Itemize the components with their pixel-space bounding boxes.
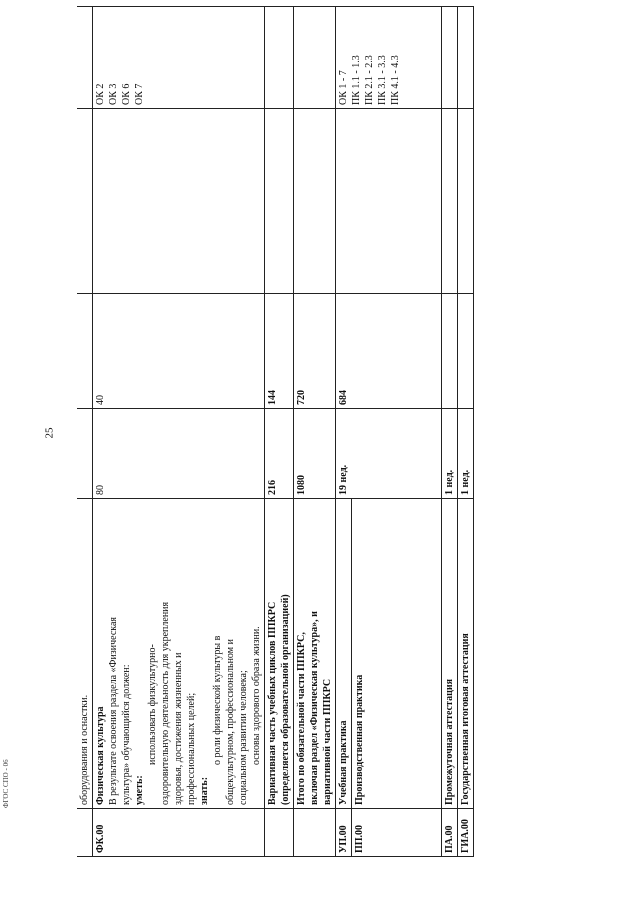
can-label: уметь: xyxy=(134,775,145,805)
desc-line: основы здорового образа жизни. xyxy=(251,626,262,765)
row-code: ФК.00 xyxy=(93,809,265,857)
desc-line: здоровья, достижения жизненных и xyxy=(173,652,184,805)
competency: ПК 1.1 - 1.3 xyxy=(351,55,362,105)
competency: ОК 7 xyxy=(134,83,145,105)
competency: ОК 3 xyxy=(108,83,119,105)
table-row-up xyxy=(336,7,352,857)
table-row xyxy=(77,7,93,857)
row-title: Производственная практика xyxy=(352,499,442,809)
row-code: ПА.00 xyxy=(442,809,458,857)
curriculum-table-sheet xyxy=(77,7,471,857)
duration: 1 нед. xyxy=(458,409,474,499)
competencies xyxy=(336,7,442,109)
desc-line: общекультурном, профессиональном и xyxy=(225,639,236,805)
row-title: Вариативная часть учебных циклов ППКРС xyxy=(267,601,278,805)
max-load: 1080 xyxy=(294,409,336,499)
desc-line: Итого по обязательной части ППКРС, xyxy=(296,632,307,805)
competency: ОК 6 xyxy=(121,83,132,105)
desc-line: социальном развитии человека; xyxy=(238,670,249,805)
row-description xyxy=(265,499,294,809)
row-code: ГИА.00 xyxy=(458,809,474,857)
footer-code: ФГОС СПО - 06 xyxy=(2,759,10,808)
competency: ОК 1 - 7 xyxy=(338,70,349,105)
competency: ПК 3.1 - 3.3 xyxy=(377,55,388,105)
row-description xyxy=(294,499,336,809)
row-code: УП.00 xyxy=(336,809,352,857)
row-description xyxy=(93,499,265,809)
desc-line: культура» обучающийся должен: xyxy=(121,664,132,805)
duration: 19 нед. xyxy=(336,409,442,499)
row-title: Физическая культура xyxy=(95,706,106,805)
desc-line: о роли физической культуры в xyxy=(212,635,223,765)
competency: ПК 4.1 - 4.3 xyxy=(390,55,401,105)
row-title: Учебная практика xyxy=(336,499,352,809)
table-row-pa xyxy=(442,7,458,857)
desc-line: использовать физкультурно- xyxy=(147,644,158,765)
hours: 40 xyxy=(93,294,265,409)
table-row-fk xyxy=(93,7,265,857)
row-title: Государственная итоговая аттестация xyxy=(458,499,474,809)
continuation-text: оборудования и оснастки. xyxy=(77,499,93,809)
desc-line: В результате освоения раздела «Физическая xyxy=(108,616,119,805)
desc-line: вариативной части ППКРС xyxy=(322,678,333,805)
duration: 1 нед. xyxy=(442,409,458,499)
desc-line: оздоровительную деятельность для укрепления xyxy=(160,601,171,805)
competencies xyxy=(93,7,265,109)
table-row-total xyxy=(294,7,336,857)
desc-line: профессиональных целей; xyxy=(186,692,197,805)
page-number: 25 xyxy=(43,427,56,439)
hours: 144 xyxy=(265,294,294,409)
row-code: ПП.00 xyxy=(352,809,442,857)
table-row-variative xyxy=(265,7,294,857)
table-row-gia xyxy=(458,7,474,857)
competency: ПК 2.1 - 2.3 xyxy=(364,55,375,105)
hours: 684 xyxy=(336,294,442,409)
curriculum-table xyxy=(77,6,474,857)
row-subtitle: (определяется образовательной организацией) xyxy=(280,594,291,805)
know-label: знать: xyxy=(199,776,210,805)
row-title: Промежуточная аттестация xyxy=(442,499,458,809)
max-load: 80 xyxy=(93,409,265,499)
desc-line: включая раздел «Физическая культура», и xyxy=(309,611,320,805)
max-load: 216 xyxy=(265,409,294,499)
hours: 720 xyxy=(294,294,336,409)
competency: ОК 2 xyxy=(95,83,106,105)
